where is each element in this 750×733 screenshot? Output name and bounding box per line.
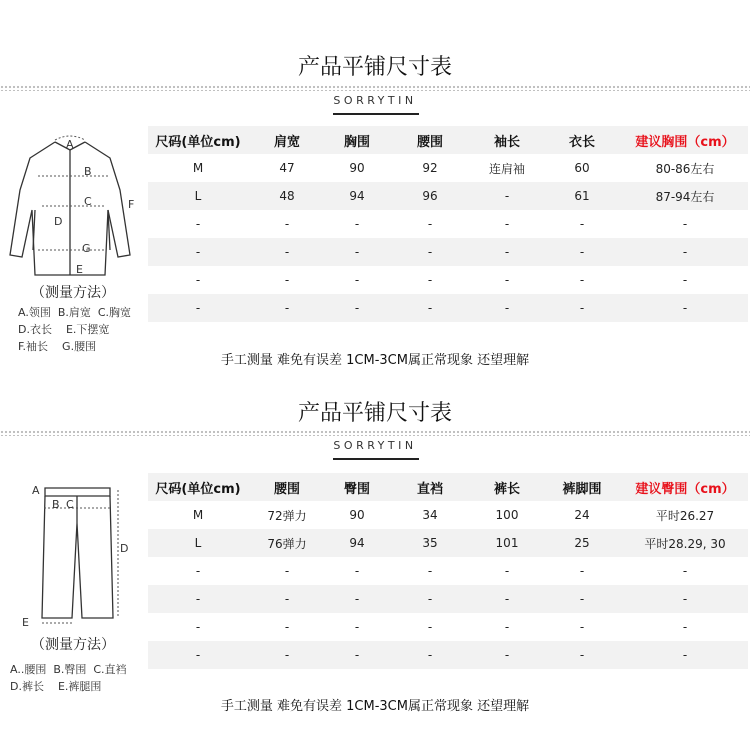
- pants-brand: SORRYTIN: [333, 439, 417, 452]
- cell: 35: [388, 529, 472, 557]
- pants-diagram-label-b: B: [52, 498, 60, 511]
- cell: 25: [542, 529, 622, 557]
- cell: -: [542, 294, 622, 322]
- cell: -: [326, 585, 388, 613]
- pants-legend-line: D.裤长 E.裤腿围: [10, 680, 102, 693]
- cell: -: [472, 182, 542, 210]
- table-row: [148, 641, 748, 669]
- cell: -: [504, 217, 510, 231]
- cell: -: [248, 238, 326, 266]
- table-row: [148, 154, 748, 182]
- cell: -: [195, 273, 201, 287]
- shirt-legend-line: F.袖长 G.腰围: [18, 340, 97, 353]
- cell: -: [427, 273, 433, 287]
- shirt-dotted-divider: [0, 85, 750, 91]
- header-shoulder: 肩宽: [248, 126, 326, 154]
- shirt-title: 产品平铺尺寸表: [297, 55, 452, 80]
- cell: -: [195, 620, 201, 634]
- cell: 80-86左右: [655, 161, 715, 176]
- shirt-measure-legend: [18, 304, 131, 355]
- table-header-row: [148, 473, 748, 501]
- shirt-diagram-label-d: D: [54, 215, 63, 228]
- shirt-measure-caption: （测量方法）: [31, 285, 115, 301]
- cell: 94: [326, 529, 388, 557]
- shirt-diagram-label-c: C: [84, 195, 92, 208]
- cell: -: [579, 217, 585, 231]
- pants-diagram-label-d: D: [120, 542, 129, 555]
- header-length: 衣长: [542, 126, 622, 154]
- cell: -: [542, 238, 622, 266]
- cell: -: [682, 217, 688, 231]
- shirt-brand-rule: [333, 113, 419, 115]
- header-size: 尺码(单位cm): [148, 473, 248, 501]
- pants-measure-caption: （测量方法）: [31, 637, 115, 653]
- table-row: [148, 210, 748, 238]
- table-row: [148, 294, 748, 322]
- table-row: [148, 266, 748, 294]
- pants-measure-note: 手工测量 难免有误差 1CM-3CM属正常现象 还望理解: [220, 699, 530, 714]
- cell: -: [388, 294, 472, 322]
- cell: -: [472, 238, 542, 266]
- cell: 96: [388, 182, 472, 210]
- cell: -: [148, 641, 248, 669]
- cell: -: [195, 564, 201, 578]
- header-suggested-hip: 建议臀围（cm）: [622, 473, 748, 501]
- cell: -: [682, 273, 688, 287]
- pants-legend-line: A..腰围 B.臀围 C.直裆: [10, 663, 127, 676]
- cell: -: [195, 217, 201, 231]
- header-waist: 腰围: [388, 126, 472, 154]
- cell: -: [284, 620, 290, 634]
- cell: -: [622, 238, 748, 266]
- cell: -: [622, 585, 748, 613]
- table-row: [148, 182, 748, 210]
- cell: -: [682, 620, 688, 634]
- cell: 87-94左右: [622, 182, 748, 210]
- cell: 101: [472, 529, 542, 557]
- table-row: [148, 557, 748, 585]
- header-length: 裤长: [472, 473, 542, 501]
- cell: -: [622, 294, 748, 322]
- shirt-legend-line: A.领围 B.肩宽 C.胸宽: [18, 306, 132, 319]
- cell: -: [388, 641, 472, 669]
- cell: -: [504, 564, 510, 578]
- cell: 92: [422, 161, 438, 175]
- cell: -: [284, 217, 290, 231]
- cell: 24: [574, 508, 590, 522]
- cell: 94: [326, 182, 388, 210]
- cell: L: [148, 182, 248, 210]
- table-row: [148, 613, 748, 641]
- shirt-diagram-label-b: B: [84, 165, 92, 178]
- header-sleeve: 袖长: [472, 126, 542, 154]
- cell: -: [388, 585, 472, 613]
- header-waist: 腰围: [248, 473, 326, 501]
- cell: 61: [542, 182, 622, 210]
- cell: 47: [279, 161, 295, 175]
- cell: -: [472, 294, 542, 322]
- pants-title: 产品平铺尺寸表: [297, 401, 452, 426]
- cell: -: [354, 620, 360, 634]
- pants-brand-rule: [333, 458, 419, 460]
- shirt-diagram-label-e: E: [76, 263, 83, 276]
- table-header-row: [148, 126, 748, 154]
- cell: -: [504, 620, 510, 634]
- cell: -: [427, 564, 433, 578]
- cell: -: [504, 273, 510, 287]
- cell: 72弹力: [267, 508, 307, 523]
- pants-diagram-label-e: E: [22, 616, 29, 628]
- shirt-diagram-label-a: A: [66, 138, 74, 151]
- shirt-brand: SORRYTIN: [333, 94, 417, 107]
- cell: 平时26.27: [655, 508, 715, 523]
- shirt-diagram-label-g: G: [82, 242, 91, 255]
- cell: 平时28.29, 30: [622, 529, 748, 557]
- cell: -: [542, 641, 622, 669]
- cell: -: [248, 294, 326, 322]
- table-row: [148, 529, 748, 557]
- cell: -: [354, 564, 360, 578]
- pants-dotted-divider: [0, 430, 750, 436]
- shirt-diagram-label-f: F: [128, 198, 135, 211]
- cell: -: [388, 238, 472, 266]
- cell: -: [354, 217, 360, 231]
- cell: -: [579, 620, 585, 634]
- cell: -: [148, 585, 248, 613]
- cell: -: [148, 238, 248, 266]
- pants-measure-diagram: [10, 478, 140, 628]
- cell: -: [622, 641, 748, 669]
- cell: M: [192, 161, 204, 175]
- pants-measure-legend: [10, 661, 127, 695]
- cell: -: [284, 564, 290, 578]
- cell: 60: [574, 161, 590, 175]
- shirt-size-table: [148, 126, 748, 322]
- shirt-legend-line: D.衣长 E.下摆宽: [18, 323, 110, 336]
- cell: 34: [422, 508, 438, 522]
- cell: -: [682, 564, 688, 578]
- cell: -: [579, 564, 585, 578]
- pants-diagram-label-a: A: [32, 484, 40, 497]
- cell: -: [354, 273, 360, 287]
- shirt-measure-note: 手工测量 难免有误差 1CM-3CM属正常现象 还望理解: [220, 353, 530, 368]
- pants-size-table: [148, 473, 748, 669]
- cell: -: [472, 641, 542, 669]
- header-rise: 直裆: [388, 473, 472, 501]
- table-row: [148, 501, 748, 529]
- cell: -: [248, 641, 326, 669]
- header-hip: 臀围: [326, 473, 388, 501]
- cell: -: [427, 620, 433, 634]
- cell: 连肩袖: [488, 161, 525, 176]
- cell: -: [326, 238, 388, 266]
- cell: 100: [495, 508, 519, 522]
- table-row: [148, 585, 748, 613]
- cell: -: [148, 294, 248, 322]
- cell: -: [542, 585, 622, 613]
- cell: 76弹力: [248, 529, 326, 557]
- header-hem: 裤脚围: [542, 473, 622, 501]
- cell: 90: [349, 508, 365, 522]
- cell: -: [326, 641, 388, 669]
- pants-diagram-label-c: C: [66, 498, 74, 511]
- cell: -: [427, 217, 433, 231]
- cell: -: [326, 294, 388, 322]
- cell: L: [148, 529, 248, 557]
- cell: -: [472, 585, 542, 613]
- cell: -: [284, 273, 290, 287]
- header-size: 尺码(单位cm): [148, 126, 248, 154]
- cell: -: [248, 585, 326, 613]
- header-chest: 胸围: [326, 126, 388, 154]
- header-suggested-chest: 建议胸围（cm）: [622, 126, 748, 154]
- cell: M: [192, 508, 204, 522]
- cell: -: [579, 273, 585, 287]
- shirt-measure-diagram: [0, 130, 150, 280]
- cell: 90: [349, 161, 365, 175]
- cell: 48: [248, 182, 326, 210]
- table-row: [148, 238, 748, 266]
